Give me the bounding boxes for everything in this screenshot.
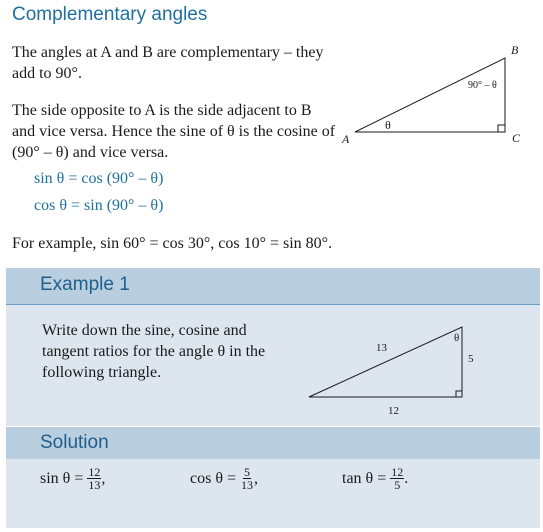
equation-cosine: cos θ = sin (90° – θ): [34, 197, 164, 214]
horizontal-side-label: 12: [388, 405, 399, 417]
paragraph-complementary: The angles at A and B are complementary – they add to 90°.: [12, 44, 324, 82]
triangle-abc-diagram: [335, 40, 535, 155]
hypotenuse-label: 13: [376, 342, 387, 354]
example-text: Write down the sine, cosine and tangent ratios for the angle θ in the following triangle.: [42, 322, 266, 381]
cosine-fraction: [240, 466, 254, 491]
vertex-c-label: C: [512, 131, 521, 145]
cosine-lhs: cos θ =: [190, 469, 237, 487]
tangent-denominator: 5: [394, 478, 401, 492]
paragraph-example: For example, sin 60° = cos 30°, cos 10° = sin 80°.: [12, 235, 333, 252]
sine-ratio: [40, 466, 105, 491]
vertex-a-label: A: [342, 132, 350, 146]
solution-title: Solution: [40, 432, 109, 453]
sine-lhs: sin θ =: [40, 469, 84, 487]
tangent-lhs: tan θ =: [342, 469, 387, 487]
equation-sine: sin θ = cos (90° – θ): [34, 170, 164, 187]
example-header: [6, 268, 540, 305]
sine-denominator: 13: [88, 478, 101, 492]
tangent-numerator: 12: [391, 465, 404, 479]
cosine-numerator: 5: [244, 465, 251, 479]
example-title: Example 1: [40, 274, 130, 295]
cosine-punct: ,: [254, 469, 259, 487]
example-triangle-diagram: [296, 318, 496, 428]
cosine-ratio: [190, 466, 258, 491]
sine-punct: ,: [101, 469, 106, 487]
angle-theta-label: θ: [385, 118, 391, 132]
sine-fraction: [87, 466, 101, 491]
solution-header: [6, 426, 540, 459]
tangent-ratio: [342, 466, 408, 491]
example-angle-label: θ: [454, 332, 460, 344]
vertical-side-label: 5: [468, 353, 474, 365]
tangent-punct: .: [404, 469, 409, 487]
section-heading: Complementary angles: [12, 4, 208, 25]
cosine-denominator: 13: [241, 478, 254, 492]
tangent-fraction: [390, 466, 404, 491]
sine-numerator: 12: [88, 465, 101, 479]
paragraph-explanation: The side opposite to A is the side adjacent to B and vice versa. Hence the sine of θ is the cosine of (90° – θ) and vice versa.: [12, 102, 336, 161]
vertex-b-label: B: [511, 43, 519, 57]
example-box: [6, 268, 540, 528]
angle-complement-label: 90° – θ: [468, 80, 497, 91]
